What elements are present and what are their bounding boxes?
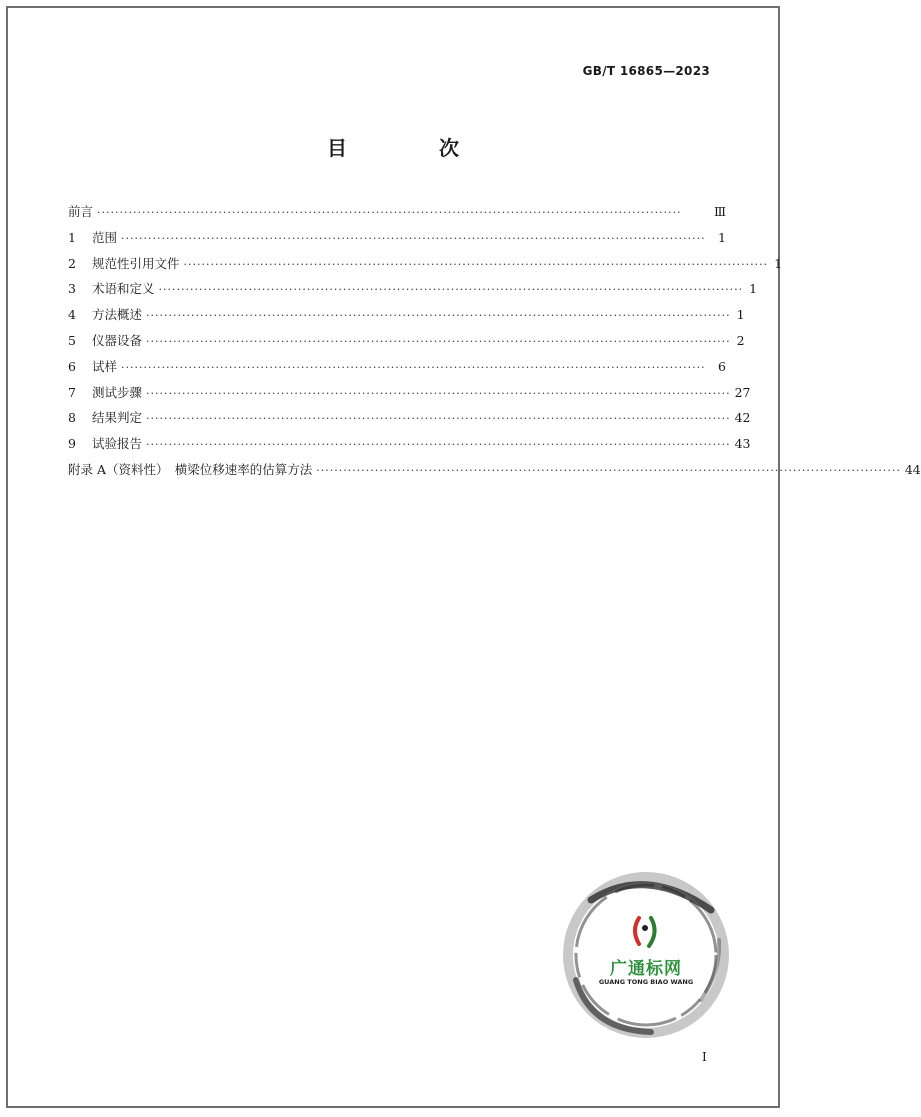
toc-entry[interactable] [68,357,726,383]
toc-page: 1 [749,281,758,297]
toc-leader: ·································································································································· [146,438,731,452]
watermark-english-text: GUANG TONG BIAO WANG [598,978,694,986]
toc-number: 7 [68,384,76,400]
toc-leader: ·································································································································· [121,360,706,374]
toc-page: 1 [774,255,783,271]
toc-entry[interactable] [68,228,726,254]
toc-label: 附录 A（资料性） 横梁位移速率的估算方法 [68,461,313,477]
toc-number: 5 [68,332,76,348]
toc-leader: ·································································································································· [146,386,731,400]
toc-label: 测试步骤 [92,384,143,400]
toc-label: 方法概述 [92,307,143,323]
toc-page: 43 [734,436,751,452]
toc-page: 6 [718,358,726,374]
standard-number: GB/T 16865—2023 [582,64,710,78]
toc-page: 27 [734,384,751,400]
toc-label: 规范性引用文件 [92,255,180,271]
toc-entry-appendix-a[interactable] [68,460,921,486]
toc-entry[interactable] [68,305,745,331]
toc-number: 8 [68,410,76,426]
toc-leader: ·································································································································· [158,283,744,297]
toc-leader: ·································································································································· [146,309,731,323]
toc-entry[interactable] [68,254,783,280]
toc-label: 前言 [68,204,94,219]
toc-entry[interactable] [68,408,751,434]
page-frame [6,6,921,1108]
table-of-contents [68,202,921,486]
toc-number: 2 [68,255,76,271]
toc-entry[interactable] [68,434,751,460]
toc-label: 仪器设备 [92,332,143,348]
toc-entry[interactable] [68,279,758,305]
toc-entry[interactable] [68,383,751,409]
toc-label: 术语和定义 [92,281,155,297]
toc-leader: ·································································································································· [183,257,769,271]
toc-page: 44 [904,461,921,477]
toc-leader: ·································································································································· [97,206,682,219]
toc-page: Ⅲ [713,204,726,219]
toc-entry-foreword[interactable] [68,202,726,228]
toc-leader: ·································································································································· [316,463,901,477]
toc-label: 范围 [92,229,118,245]
toc-page: 42 [734,410,751,426]
watermark-seal [551,860,741,1050]
toc-number: 3 [68,281,76,297]
toc-page: 1 [718,229,726,245]
page-title: 目 次 [327,136,495,160]
toc-number: 1 [68,229,76,245]
toc-number: 4 [68,307,76,323]
toc-number: 9 [68,436,76,452]
watermark-chinese-text: 广通标网 [610,959,682,979]
toc-leader: ·································································································································· [146,412,731,426]
toc-label: 试验报告 [92,436,143,452]
toc-page: 2 [736,332,745,348]
page-number: I [702,1050,707,1064]
toc-entry[interactable] [68,331,745,357]
toc-label: 结果判定 [92,410,143,426]
toc-page: 1 [736,307,745,323]
toc-number: 6 [68,358,76,374]
toc-label: 试样 [92,358,118,374]
toc-leader: ·································································································································· [146,334,731,348]
toc-leader: ·································································································································· [121,231,706,245]
brand-logo-icon [635,918,655,946]
